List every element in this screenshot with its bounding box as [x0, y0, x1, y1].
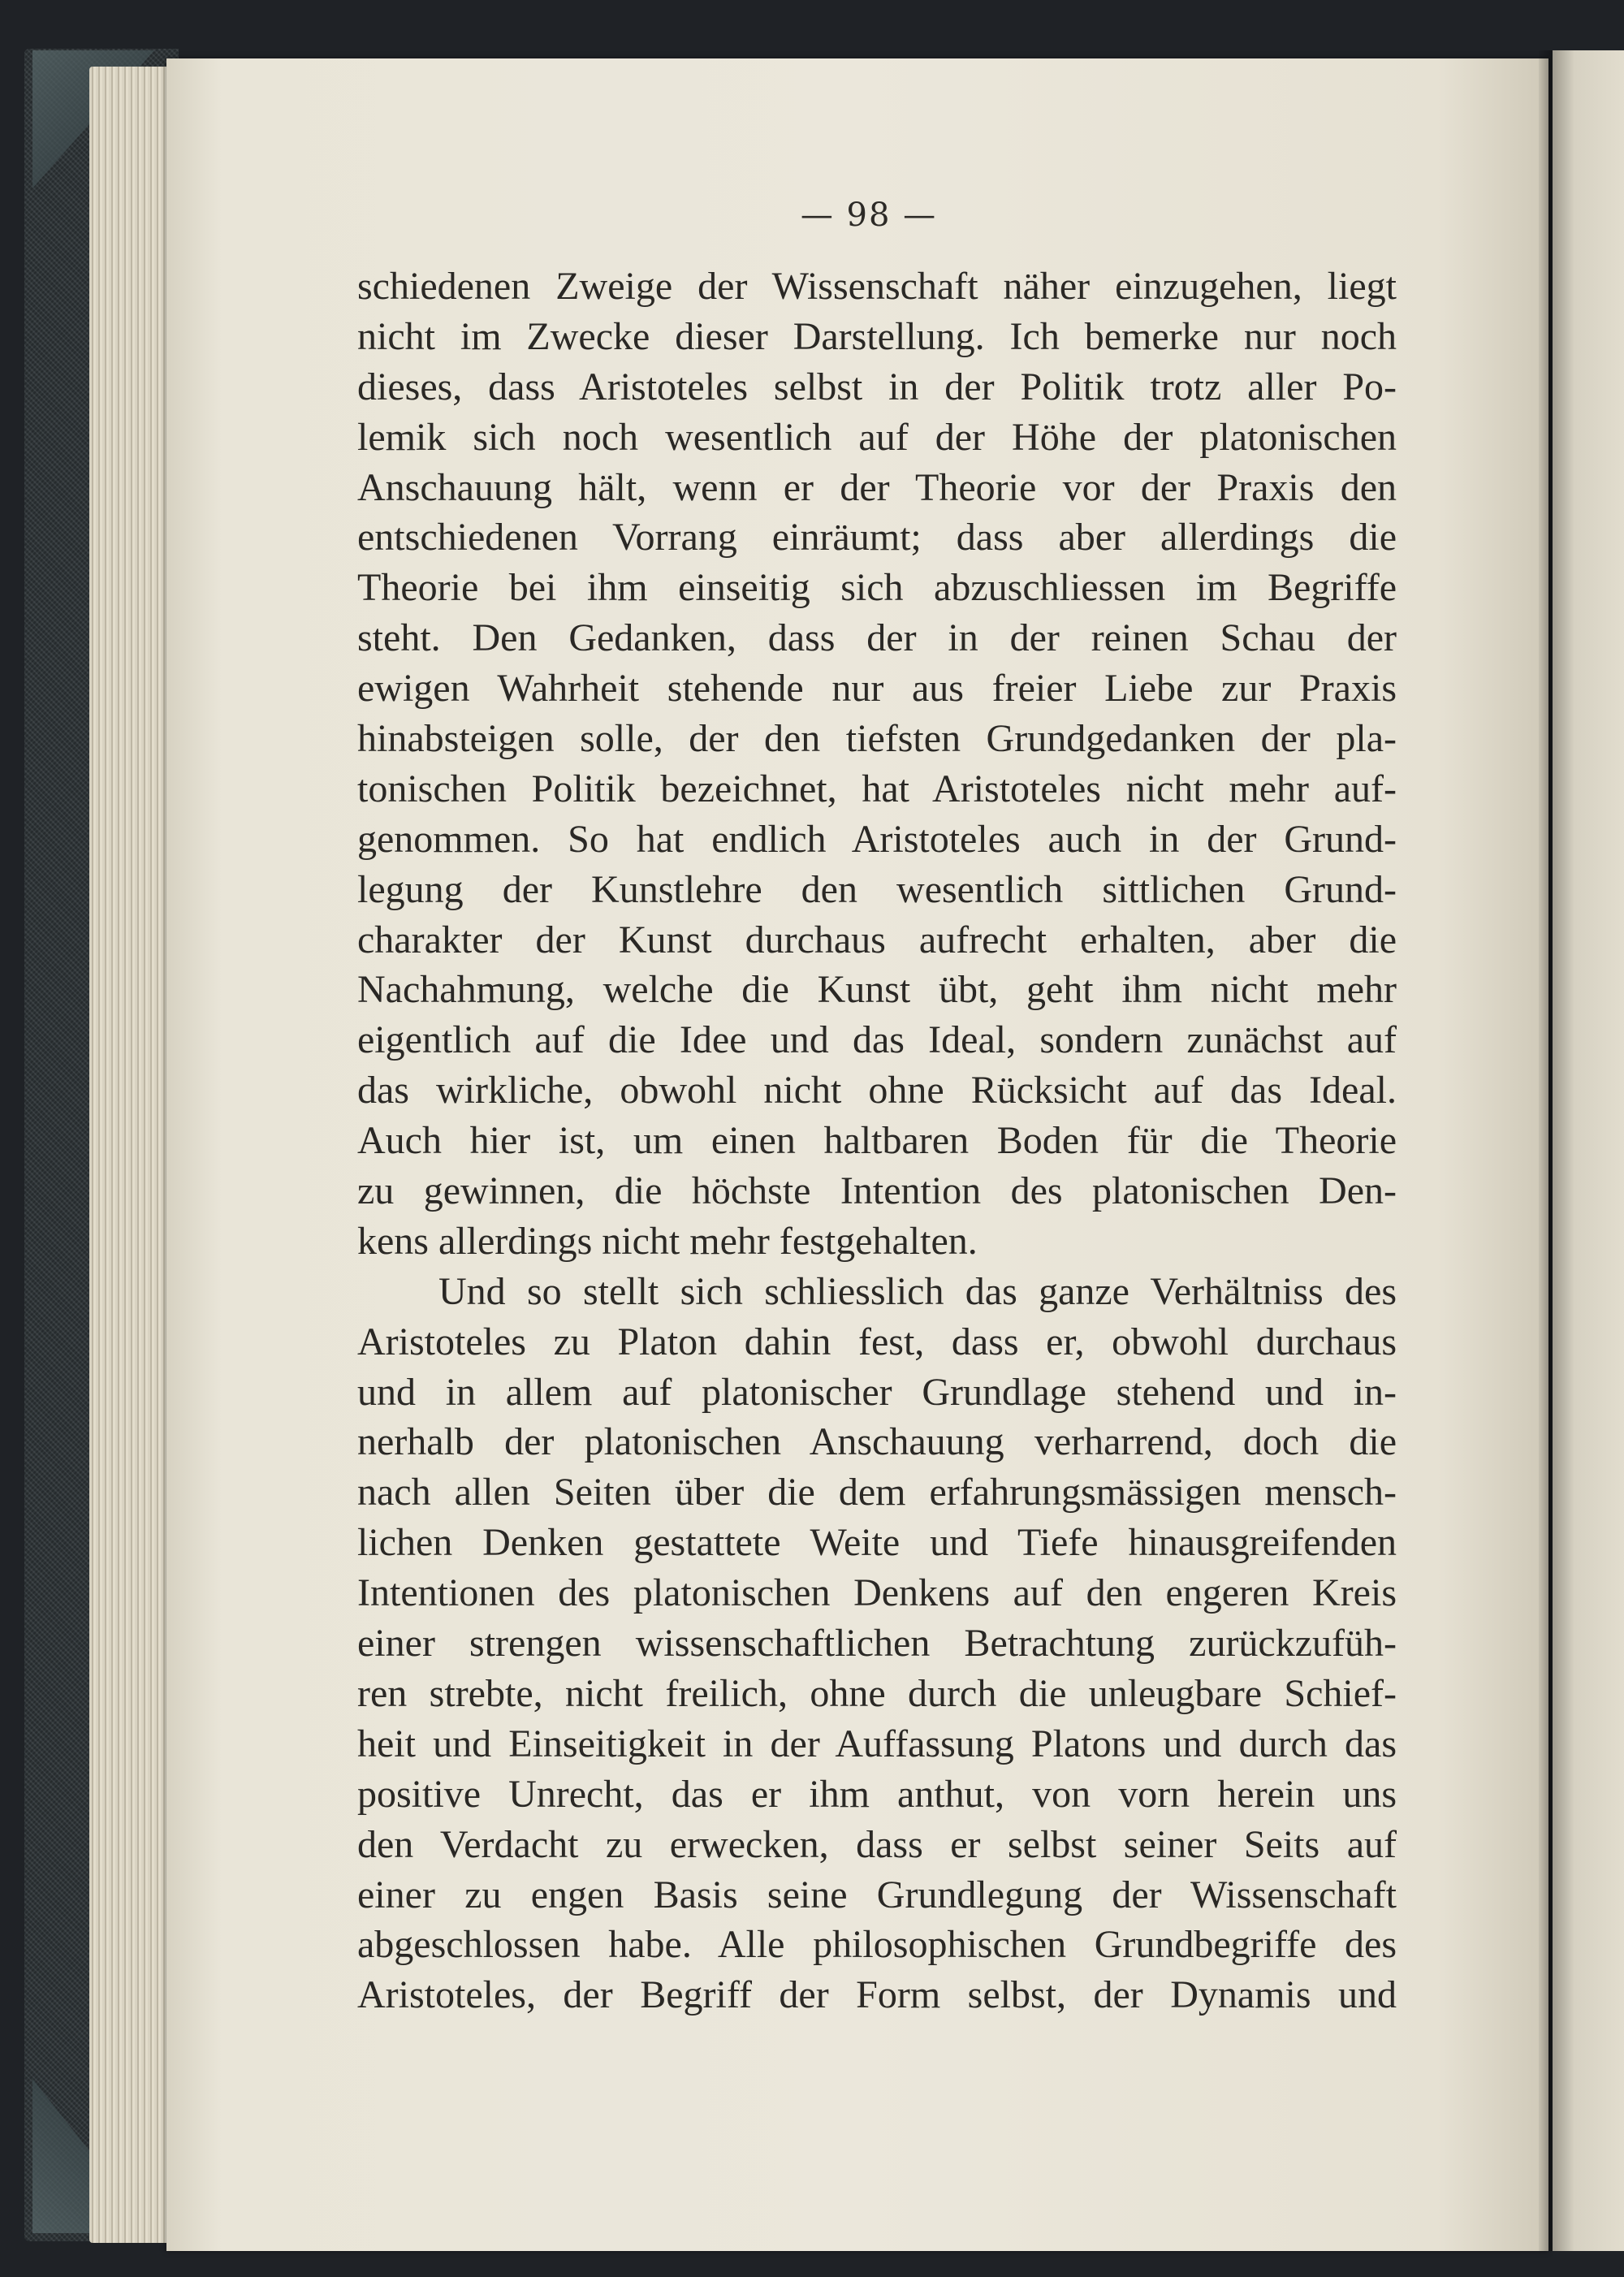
text-line: positive Unrecht, das er ihm anthut, von vorn herein uns	[357, 1772, 1397, 1816]
text-line: heit und Einseitigkeit in der Auffassung Platons und durch das	[357, 1722, 1397, 1765]
page-number: — 98 —	[800, 197, 938, 234]
text-line: legung der Kunstlehre den wesentlich sittlichen Grund-	[357, 867, 1397, 911]
text-line: Nachahmung, welche die Kunst übt, geht ihm nicht mehr	[357, 968, 1397, 1012]
text-line: genommen. So hat endlich Aristoteles auch in der Grund-	[357, 817, 1397, 861]
text-line: Aristoteles, der Begriff der Form selbst, der Dynamis und	[357, 1973, 1397, 2017]
text-line: Anschauung hält, wenn er der Theorie vor der Praxis den	[357, 465, 1397, 509]
text-line: schiedenen Zweige der Wissenschaft näher einzugehen, liegt	[357, 265, 1397, 308]
text-line: zu gewinnen, die höchste Intention des platonischen Den-	[357, 1169, 1397, 1213]
text-line: nerhalb der platonischen Anschauung verharrend, doch die	[357, 1420, 1397, 1464]
text-line: hinabsteigen solle, der den tiefsten Grundgedanken der pla-	[357, 717, 1397, 761]
text-line: Theorie bei ihm einseitig sich abzuschliessen im Begriffe	[357, 566, 1397, 610]
text-line: entschiedenen Vorrang einräumt; dass aber allerdings die	[357, 516, 1397, 560]
text-line: tonischen Politik bezeichnet, hat Aristoteles nicht mehr auf-	[357, 767, 1397, 810]
text-line: einer zu engen Basis seine Grundlegung der Wissenschaft	[357, 1873, 1397, 1916]
text-line: einer strengen wissenschaftlichen Betrachtung zurückzufüh-	[357, 1622, 1397, 1666]
text-line: Intentionen des platonischen Denkens auf den engeren Kreis	[357, 1571, 1397, 1615]
text-line-paragraph-end: kens allerdings nicht mehr festgehalten.	[357, 1219, 978, 1263]
text-line: lichen Denken gestattete Weite und Tiefe hinausgreifenden	[357, 1521, 1397, 1565]
text-line: nach allen Seiten über die dem erfahrungsmässigen mensch-	[357, 1471, 1397, 1514]
body-text	[357, 261, 1397, 2020]
text-line: und in allem auf platonischer Grundlage stehend und in-	[357, 1370, 1397, 1414]
text-line: eigentlich auf die Idee und das Ideal, sondern zunächst auf	[357, 1018, 1397, 1062]
text-line-paragraph-start: Und so stellt sich schliesslich das ganze Verhältniss des	[438, 1269, 1397, 1313]
text-line: abgeschlossen habe. Alle philosophischen Grundbegriffe des	[357, 1923, 1397, 1967]
text-line: ren strebte, nicht freilich, ohne durch die unleugbare Schief-	[357, 1671, 1397, 1715]
text-line: den Verdacht zu erwecken, dass er selbst seiner Seits auf	[357, 1822, 1397, 1866]
text-line: charakter der Kunst durchaus aufrecht erhalten, aber die	[357, 918, 1397, 961]
text-line: Auch hier ist, um einen haltbaren Boden für die Theorie	[357, 1119, 1397, 1163]
text-line: ewigen Wahrheit stehende nur aus freier Liebe zur Praxis	[357, 667, 1397, 711]
text-line: lemik sich noch wesentlich auf der Höhe der platonischen	[357, 415, 1397, 459]
text-line: nicht im Zwecke dieser Darstellung. Ich bemerke nur noch	[357, 314, 1397, 358]
text-line: dieses, dass Aristoteles selbst in der Politik trotz aller Po-	[357, 365, 1397, 408]
text-line: Aristoteles zu Platon dahin fest, dass er, obwohl durchaus	[357, 1320, 1397, 1363]
text-line: das wirkliche, obwohl nicht ohne Rücksicht auf das Ideal.	[357, 1069, 1397, 1113]
next-page-edge	[1553, 50, 1624, 2251]
text-line: steht. Den Gedanken, dass der in der reinen Schau der	[357, 616, 1397, 660]
